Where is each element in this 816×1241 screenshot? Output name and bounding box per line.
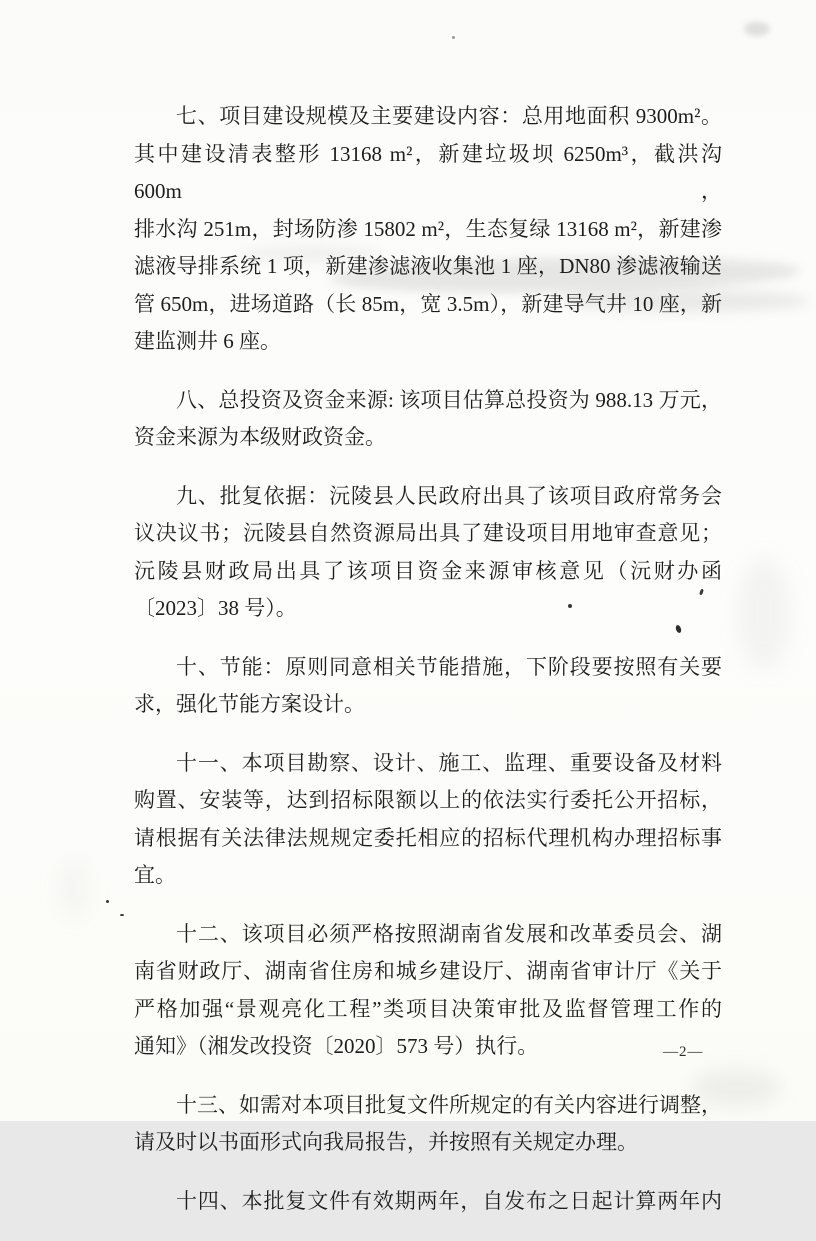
- scan-speck: [120, 914, 124, 916]
- text-line: 九、批复依据：沅陵县人民政府出具了该项目政府常务会: [176, 483, 722, 508]
- scan-smudge: [58, 858, 90, 920]
- text-line: 请及时以书面形式向我局报告，并按照有关规定办理。: [134, 1130, 638, 1154]
- text-line: 十、节能：原则同意相关节能措施，下阶段要按照有关要: [176, 654, 722, 679]
- text-line: 八、总投资及资金来源: 该项目估算总投资为 988.13 万元，: [176, 387, 722, 412]
- text-line: 请根据有关法律法规规定委托相应的招标代理机构办理招标事: [134, 825, 722, 850]
- text-line: 其中建设清表整形 13168 m²，新建垃圾坝 6250m³，截洪沟 600m，: [134, 141, 722, 203]
- text-line: 〔2023〕38 号）。: [134, 596, 297, 620]
- text-line: 十二、该项目必须严格按照湖南省发展和改革委员会、湖: [176, 921, 722, 946]
- document-body: [134, 98, 722, 1241]
- text-line: 十三、如需对本项目批复文件所规定的有关内容进行调整，: [176, 1092, 722, 1117]
- text-line: 求，强化节能方案设计。: [134, 692, 365, 716]
- text-line: 十四、本批复文件有效期两年，自发布之日起计算两年内: [176, 1188, 722, 1213]
- text-line: 资金来源为本级财政资金。: [134, 425, 386, 449]
- text-line: 宜。: [134, 863, 176, 887]
- scan-smudge: [738, 558, 790, 670]
- scan-smudge: [744, 22, 770, 36]
- text-line: 建监测井 6 座。: [134, 329, 281, 353]
- text-line: 议决议书；沅陵县自然资源局出具了建设项目用地审查意见；: [134, 521, 722, 545]
- text-line: 排水沟 251m，封场防渗 15802 m²，生态复绿 13168 m²，新建渗: [134, 216, 722, 241]
- text-line: 通知》（湘发改投资〔2020〕573 号）执行。: [134, 1034, 539, 1058]
- text-line: 沅陵县财政局出具了该项目资金来源审核意见（沅财办函: [134, 558, 722, 583]
- scan-speck: [106, 900, 109, 903]
- text-line: 南省财政厅、湖南省住房和城乡建设厅、湖南省审计厅《关于: [134, 959, 722, 983]
- text-line: 购置、安装等，达到招标限额以上的依法实行委托公开招标，: [134, 788, 722, 812]
- text-line: 十一、本项目勘察、设计、施工、监理、重要设备及材料: [176, 750, 722, 775]
- page-number: —2—: [663, 1044, 704, 1060]
- text-line: 七、项目建设规模及主要建设内容：总用地面积 9300m²。: [176, 104, 722, 128]
- text-line: 管 650m，进场道路（长 85m，宽 3.5m），新建导气井 10 座，新: [134, 291, 722, 316]
- text-line: 严格加强“景观亮化工程”类项目决策审批及监督管理工作的: [134, 996, 722, 1021]
- scan-speck: [452, 36, 455, 39]
- text-line: 滤液导排系统 1 项，新建渗滤液收集池 1 座，DN80 渗滤液输送: [134, 254, 722, 278]
